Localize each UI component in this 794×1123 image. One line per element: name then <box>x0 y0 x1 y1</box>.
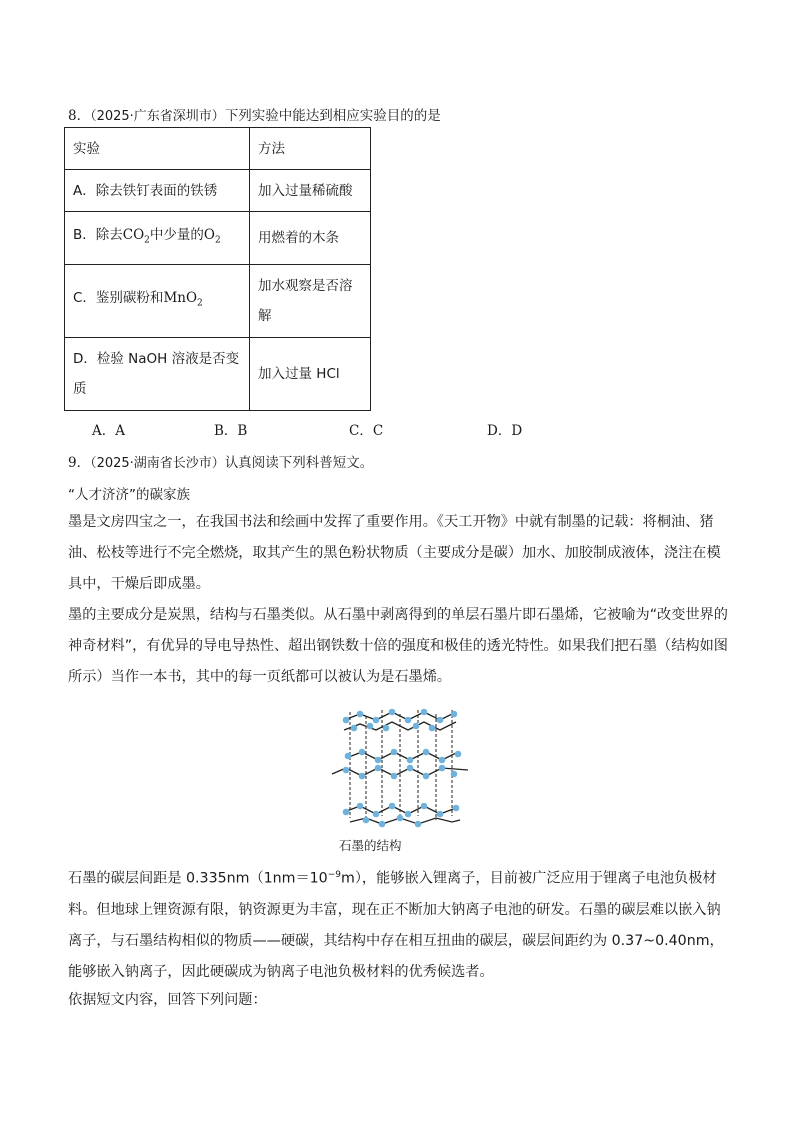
formula-text: CO <box>122 227 145 244</box>
formula-mno2 <box>163 290 203 309</box>
q8-table <box>64 127 371 411</box>
q8-source: （2025·广东省深圳市） <box>90 109 225 124</box>
formula-co2 <box>122 227 150 246</box>
table-row <box>65 338 371 411</box>
method-line: 解 <box>258 308 272 324</box>
q9-number: 9． <box>68 455 91 471</box>
figure-caption: 石墨的结构 <box>339 838 402 853</box>
exp-text: B．除去 <box>73 227 123 244</box>
formula-o2 <box>203 227 221 246</box>
exp-line: 质 <box>73 381 87 397</box>
table-cell-exp <box>65 212 250 265</box>
option-a[interactable]: A．A <box>92 423 125 439</box>
formula-text: O <box>203 227 215 244</box>
paragraph-2: 墨的主要成分是炭黑，结构与石墨类似。从石墨中剥离得到的单层石墨片即石墨烯，它被喻为“改变世界的神奇材料”，有优异的导电导热性、超出钢铁数十倍的强度和极佳的透光特性。如果我们把石墨（结构如图所示）当作一本书，其中的每一页纸都可以被认为是石墨烯。 <box>68 607 728 685</box>
table-cell-exp <box>65 338 250 411</box>
p3-text-a: 石墨的碳层间距是 0.335nm（1nm＝10 <box>68 870 328 887</box>
table-cell-exp <box>65 265 250 338</box>
option-c[interactable]: C．C <box>349 423 384 439</box>
exp-text: 中少量的 <box>149 227 204 244</box>
q9-source: （2025·湖南省长沙市） <box>90 456 225 471</box>
table-header-cell: 方法 <box>250 128 371 170</box>
q9-header <box>68 451 373 471</box>
paragraph-3 <box>68 860 728 988</box>
q8-number: 8． <box>68 108 91 124</box>
q8-header <box>68 104 441 124</box>
method-line: 加水观察是否溶 <box>258 278 353 294</box>
formula-subscript: 2 <box>197 298 203 309</box>
table-header-cell: 实验 <box>65 128 250 170</box>
table-cell-method: 加入过量 HCl <box>250 338 371 411</box>
exp-text: C．鉴别碳粉和 <box>73 290 164 307</box>
q8-stem: 下列实验中能达到相应实验目的的是 <box>224 108 441 124</box>
paragraph-4: 依据短文内容，回答下列问题： <box>68 992 267 1008</box>
table-row <box>65 265 371 338</box>
option-d[interactable]: D．D <box>487 423 523 439</box>
formula-subscript: 2 <box>214 235 221 246</box>
table-cell-method <box>250 265 371 338</box>
table-header-row <box>65 128 371 170</box>
formula-text: MnO <box>163 290 198 307</box>
formula-subscript: 2 <box>144 235 150 246</box>
exp-line: D．检验 NaOH 溶液是否变 <box>73 351 240 367</box>
table-cell-exp: A．除去铁钉表面的铁锈 <box>65 170 250 212</box>
p3-exponent: −9 <box>327 870 341 880</box>
table-cell-method: 加入过量稀硫酸 <box>250 170 371 212</box>
table-row <box>65 212 371 265</box>
table-row <box>65 170 371 212</box>
table-cell-method: 用燃着的木条 <box>250 212 371 265</box>
p3-text-b: m），能够嵌入锂离子，目前被广泛应用于锂离子电池负极材料。但地球上锂资源有限，钠资源更为丰富，现在正不断加大钠离子电池的研发。石墨的碳层难以嵌入钠离子，与石墨结构相似的物质——硬碳，其结构中存在相互扭曲的碳层，碳层间距约为 0.37~0.40nm，能够嵌入钠离子，因此硬碳成为钠离子电池负极材料的优秀候选者。 <box>68 870 724 980</box>
graphite-structure-figure <box>330 700 470 832</box>
paragraph-1: 墨是文房四宝之一，在我国书法和绘画中发挥了重要作用。《天工开物》中就有制墨的记载：将桐油、猪油、松枝等进行不完全燃烧，取其产生的黑色粉状物质（主要成分是碳）加水、加胶制成液体，浇注在模具中，干燥后即成墨。 <box>68 514 721 592</box>
article-title: “人才济济”的碳家族 <box>68 487 190 503</box>
q9-stem: 认真阅读下列科普短文。 <box>224 455 374 471</box>
option-b[interactable]: B．B <box>214 423 248 439</box>
